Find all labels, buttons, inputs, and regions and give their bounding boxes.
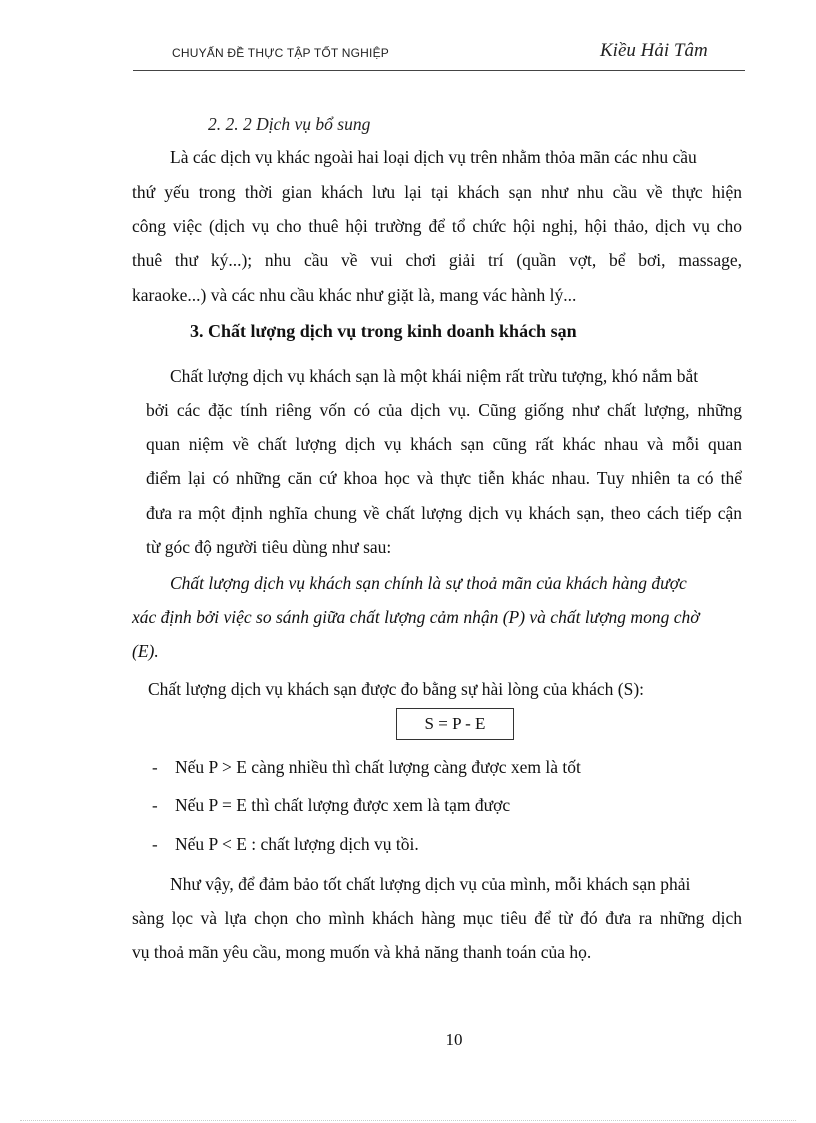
paragraph-line: vụ thoả mãn yêu cầu, mong muốn và khả năng thanh toán của họ. — [132, 942, 592, 962]
paragraph-line: thứ yếu trong thời gian khách lưu lại tại khách sạn như nhu cầu về thực hiện — [132, 182, 742, 202]
definition-line: xác định bởi việc so sánh giữa chất lượng cảm nhận (P) và chất lượng mong chờ — [132, 607, 700, 627]
paragraph-line: quan niệm về chất lượng dịch vụ khách sạn cũng rất khác nhau và mỗi quan — [146, 434, 742, 454]
paragraph-line: Là các dịch vụ khác ngoài hai loại dịch vụ trên nhằm thỏa mãn các nhu cầu — [170, 147, 697, 167]
section-heading-2-2-2: 2. 2. 2 Dịch vụ bổ sung — [208, 114, 371, 134]
running-header-author: Kiều Hải Tâm — [600, 40, 708, 61]
running-header-title: CHUYẤN ĐỀ THỰC TẬP TỐT NGHIỆP — [172, 46, 389, 60]
paragraph-line: sàng lọc và lựa chọn cho mình khách hàng mục tiêu để từ đó đưa ra những dịch — [132, 908, 742, 928]
definition-line: Chất lượng dịch vụ khách sạn chính là sự thoả mãn của khách hàng được — [170, 573, 687, 593]
section-heading-3: 3. Chất lượng dịch vụ trong kinh doanh khách sạn — [190, 321, 577, 341]
page-bottom-border — [20, 1120, 796, 1121]
paragraph-line: từ góc độ người tiêu dùng như sau: — [146, 537, 392, 557]
paragraph-line: thuê thư ký...); nhu cầu về vui chơi giải trí (quần vợt, bể bơi, massage, — [132, 250, 742, 270]
paragraph-line: karaoke...) và các nhu cầu khác như giặt là, mang vác hành lý... — [132, 285, 577, 305]
bullet-marker: - — [152, 758, 158, 777]
bullet-item: Nếu P > E càng nhiều thì chất lượng càng được xem là tốt — [175, 757, 581, 777]
paragraph-line: Như vậy, để đảm bảo tốt chất lượng dịch vụ của mình, mỗi khách sạn phải — [170, 874, 691, 894]
paragraph-line: Chất lượng dịch vụ khách sạn là một khái niệm rất trừu tượng, khó nắm bắt — [170, 366, 699, 386]
paragraph-line: đưa ra một định nghĩa chung về chất lượng dịch vụ khách sạn, theo cách tiếp cận — [146, 503, 742, 523]
measure-line: Chất lượng dịch vụ khách sạn được đo bằng sự hài lòng của khách (S): — [148, 679, 645, 699]
bullet-item: Nếu P = E thì chất lượng được xem là tạm được — [175, 795, 511, 815]
formula-box — [396, 708, 514, 740]
page-number: 10 — [445, 1030, 463, 1049]
header-divider — [133, 70, 745, 71]
bullet-item: Nếu P < E : chất lượng dịch vụ tồi. — [175, 834, 419, 854]
paragraph-line: điểm lại có những căn cứ khoa học và thực tiễn khác nhau. Tuy nhiên ta có thể — [146, 468, 742, 488]
paragraph-line: bởi các đặc tính riêng vốn có của dịch vụ. Cũng giống như chất lượng, những — [146, 400, 742, 420]
bullet-marker: - — [152, 835, 158, 854]
formula-text: S = P - E — [424, 714, 486, 733]
paragraph-line: công việc (dịch vụ cho thuê hội trường để tổ chức hội nghị, hội thảo, dịch vụ cho — [132, 216, 742, 236]
definition-line: (E). — [132, 641, 159, 661]
bullet-marker: - — [152, 796, 158, 815]
